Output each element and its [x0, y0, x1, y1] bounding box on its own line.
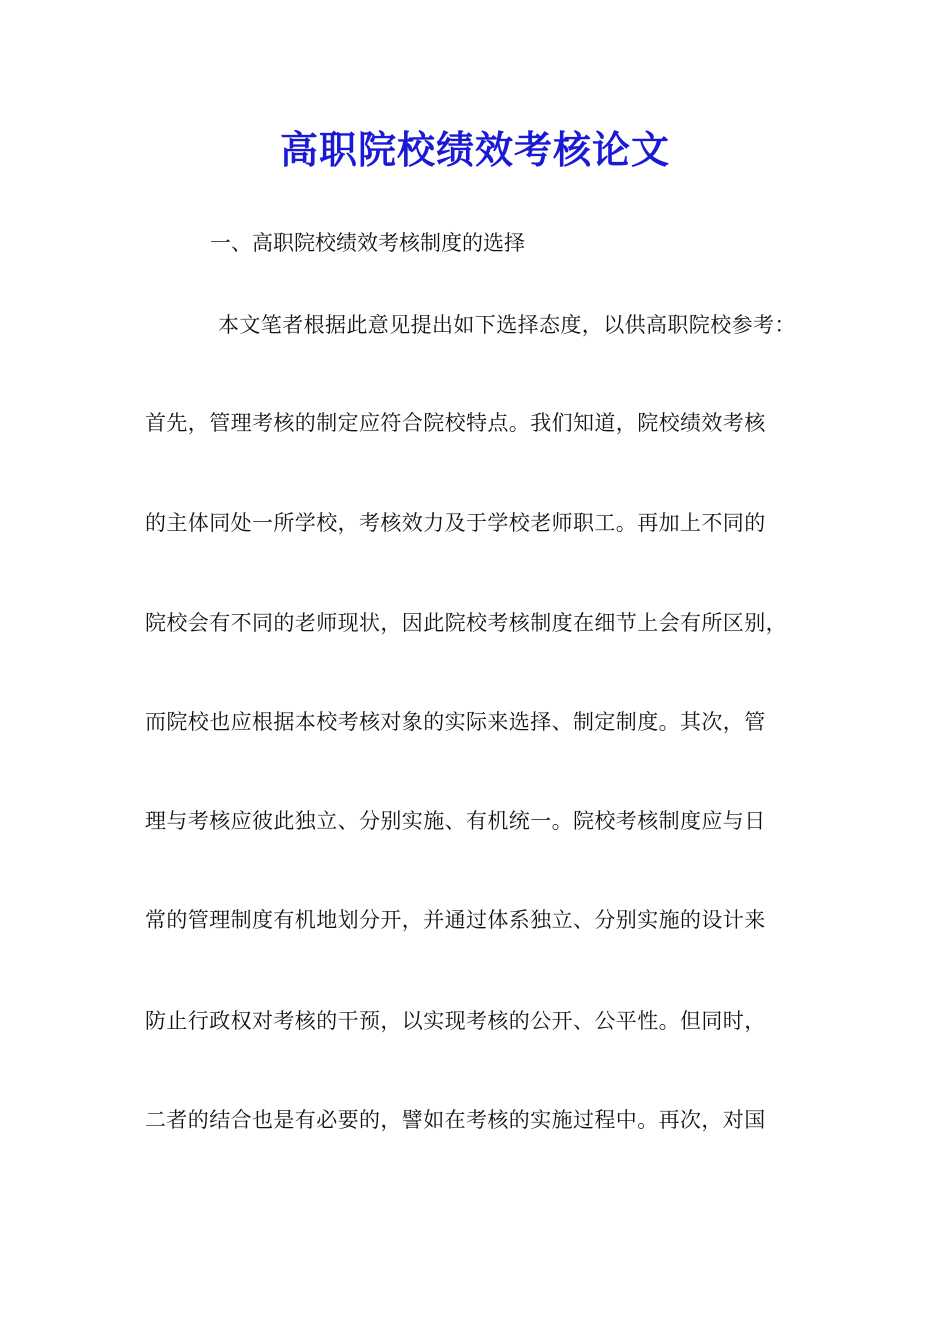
body-line: 二者的结合也是有必要的，譬如在考核的实施过程中。再次，对国 [145, 1108, 766, 1132]
body-line: 的主体同处一所学校，考核效力及于学校老师职工。再加上不同的 [145, 511, 766, 535]
body-line: 首先，管理考核的制定应符合院校特点。我们知道，院校绩效考核 [145, 411, 766, 435]
body-line: 理与考核应彼此独立、分别实施、有机统一。院校考核制度应与日 [145, 809, 766, 833]
body-line: 防止行政权对考核的干预，以实现考核的公开、公平性。但同时， [145, 1009, 766, 1033]
section-heading: 一、高职院校绩效考核制度的选择 [210, 231, 525, 255]
body-line: 院校会有不同的老师现状，因此院校考核制度在细节上会有所区别， [145, 611, 787, 635]
body-line: 本文笔者根据此意见提出如下选择态度，以供高职院校参考： [218, 313, 796, 337]
document-title: 高职院校绩效考核论文 [279, 127, 670, 172]
body-line: 常的管理制度有机地划分开，并通过体系独立、分别实施的设计来 [145, 908, 766, 932]
body-line: 而院校也应根据本校考核对象的实际来选择、制定制度。其次，管 [145, 710, 766, 734]
